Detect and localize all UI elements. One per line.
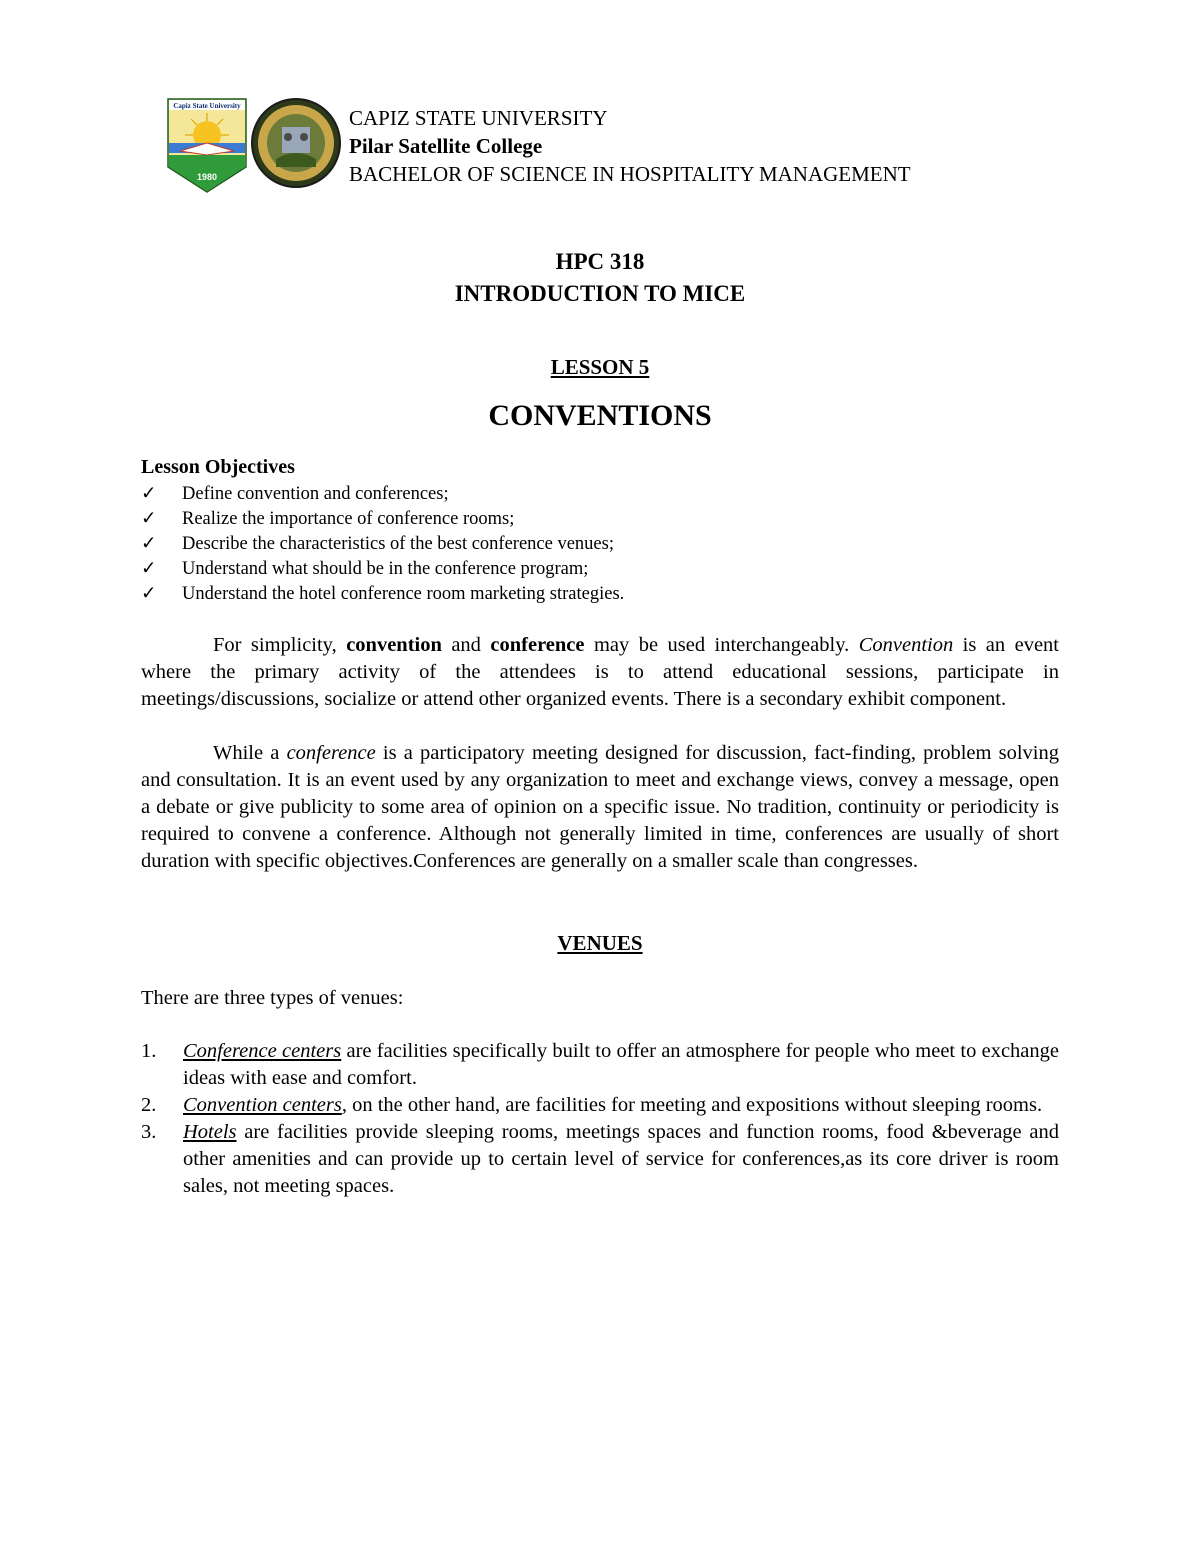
checkmark-icon: ✓ [141, 509, 157, 529]
checkmark-icon: ✓ [141, 584, 157, 604]
lesson-number: LESSON 5 [550, 355, 650, 379]
course-code: HPC 318 [555, 249, 645, 274]
checkmark-icon: ✓ [141, 559, 157, 579]
logo1-text: Capiz State University [173, 102, 241, 110]
venue-item: 2. Convention centers, on the other hand, are facilities for meeting and expositions without sleeping rooms. [141, 1094, 1043, 1116]
paragraph-conference: While a conference is a participatory meeting designed for discussion, fact-finding, problem solving and consultation. It is an event used by any organization to meet and exchange views, convey a message, open a debate or give publicity to some area of opinion on a specific issue. No tradition, continuity or periodicity is required to convene a conference. Although not generally limited in time, conferences are usually of short duration with specific objectives.Conferences are generally on a smaller scale than congresses. [141, 742, 1059, 872]
logo1-year: 1980 [196, 172, 218, 182]
course-title: INTRODUCTION TO MICE [454, 281, 746, 306]
university-logos [166, 97, 344, 193]
capiz-state-university-logo-icon [168, 99, 246, 192]
venues-heading: VENUES [557, 931, 643, 955]
checkmark-icon: ✓ [141, 484, 157, 504]
venue-item: 3. Hotels are facilities provide sleeping rooms, meetings spaces and function rooms, food &beverage and other amenities and can provide up to certain level of service for conferences,as its core driver is room sales, not meeting spaces. [141, 1121, 1059, 1197]
program-name: BACHELOR OF SCIENCE IN HOSPITALITY MANAGEMENT [349, 162, 911, 186]
venues-list [141, 1038, 1059, 1200]
pilar-college-seal-icon [252, 99, 340, 187]
lesson-title: CONVENTIONS [488, 399, 712, 432]
checkmark-icon: ✓ [141, 534, 157, 554]
objectives-heading: Lesson Objectives [141, 456, 295, 478]
paragraph-convention: For simplicity, convention and conference may be used interchangeably. Convention is an event where the primary activity of the attendees is to attend educational sessions, participate in meetings/discussions, socialize or attend other organized events. There is a secondary exhibit component. [141, 634, 1059, 710]
institution-header [349, 104, 911, 188]
university-name: CAPIZ STATE UNIVERSITY [349, 106, 608, 130]
venue-item: 1. Conference centers are facilities specifically built to offer an atmosphere for people who meet to exchange ideas with ease and comfort. [141, 1040, 1060, 1089]
venues-intro: There are three types of venues: [141, 987, 404, 1009]
college-name: Pilar Satellite College [349, 134, 543, 158]
document-page: Capiz State University 1980 CAPIZ STATE UNIVERSITY Pilar Satellite College BACHELOR OF SCIENCE IN HOSPITALITY MANAGEMENT HPC 318 INTRODUCTION TO MICE LESSON 5 CONVENTIONS Lesson Objectives ✓ Define convention and conferences; ✓ Realize the importance of conference rooms; ✓ Describe the characteristics of the best conference venues; ✓ Understand what should be in the conference program; ✓ Understand the hotel conference room marketing strategies. For simplicity, convention and conference may be used interchangeably. Convention is an event where the primary activity of the attendees is to attend educational sessions, participate in meetings/discussions, socialize or attend other organized events. There is a secondary exhibit component. While a conference is a participatory meeting designed for discussion, fact-finding, problem solving and consultation. It is an event used by any organization to meet and exchange views, convey a message, open a debate or give publicity to some area of opinion on a specific issue. No tradition, continuity or periodicity is required to convene a conference. Although not generally limited in time, conferences are usually of short duration with specific objectives.Conferences are generally on a smaller scale than congresses. VENUES There are three types of venues: 1. Conference centers are facilities specifically built to offer an atmosphere for people who meet to exchange ideas with ease and comfort. 2. Convention centers, on the other hand, are facilities for meeting and expositions without sleeping rooms. 3. Hotels are facilities provide sleeping rooms, meetings spaces and function rooms, food &beverage and other amenities and can provide up to certain level of service for conferences,as its core driver is room sales, not meeting spaces. [0, 0, 1200, 1553]
